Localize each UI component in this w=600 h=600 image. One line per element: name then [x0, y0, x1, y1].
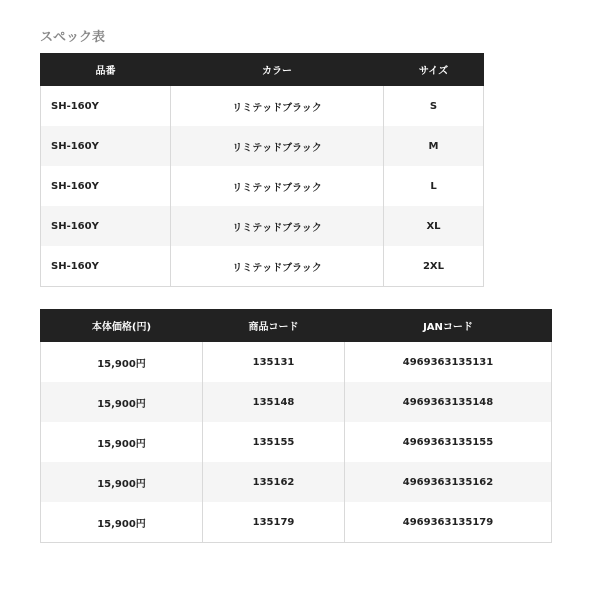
price-table	[40, 309, 552, 543]
product-code-cell: 135155	[203, 422, 345, 462]
table-row	[41, 86, 484, 126]
table-row	[41, 422, 552, 462]
price-cell: 15,900円	[41, 462, 203, 502]
jan-code-cell: 4969363135131	[345, 342, 552, 382]
table-row	[41, 342, 552, 382]
header-size: サイズ	[384, 53, 484, 86]
header-product-code: 商品コード	[203, 309, 345, 342]
jan-code-cell: 4969363135162	[345, 462, 552, 502]
size-cell: XL	[384, 206, 484, 246]
color-cell: リミテッドブラック	[171, 166, 384, 206]
table-row	[41, 462, 552, 502]
size-cell: L	[384, 166, 484, 206]
part-number-cell: SH-160Y	[41, 166, 171, 206]
header-color: カラー	[171, 53, 384, 86]
product-code-cell: 135179	[203, 502, 345, 543]
jan-code-cell: 4969363135155	[345, 422, 552, 462]
color-cell: リミテッドブラック	[171, 246, 384, 287]
jan-code-cell: 4969363135179	[345, 502, 552, 543]
product-code-cell: 135131	[203, 342, 345, 382]
table-row	[41, 206, 484, 246]
color-cell: リミテッドブラック	[171, 126, 384, 166]
table-row	[41, 246, 484, 287]
table-row	[41, 166, 484, 206]
header-jan-code: JANコード	[345, 309, 552, 342]
part-number-cell: SH-160Y	[41, 246, 171, 287]
table-row	[41, 382, 552, 422]
part-number-cell: SH-160Y	[41, 86, 171, 126]
color-cell: リミテッドブラック	[171, 206, 384, 246]
color-cell: リミテッドブラック	[171, 86, 384, 126]
page-title: スペック表	[40, 30, 106, 45]
product-code-cell: 135162	[203, 462, 345, 502]
size-cell: M	[384, 126, 484, 166]
product-code-cell: 135148	[203, 382, 345, 422]
jan-code-cell: 4969363135148	[345, 382, 552, 422]
price-cell: 15,900円	[41, 382, 203, 422]
spec-table	[40, 53, 484, 287]
header-price: 本体価格(円)	[41, 309, 203, 342]
price-cell: 15,900円	[41, 342, 203, 382]
header-part-number: 品番	[41, 53, 171, 86]
table-row	[41, 126, 484, 166]
table-header-row	[41, 53, 484, 86]
price-cell: 15,900円	[41, 502, 203, 543]
table-header-row	[41, 309, 552, 342]
part-number-cell: SH-160Y	[41, 206, 171, 246]
size-cell: 2XL	[384, 246, 484, 287]
size-cell: S	[384, 86, 484, 126]
table-row	[41, 502, 552, 543]
price-cell: 15,900円	[41, 422, 203, 462]
part-number-cell: SH-160Y	[41, 126, 171, 166]
